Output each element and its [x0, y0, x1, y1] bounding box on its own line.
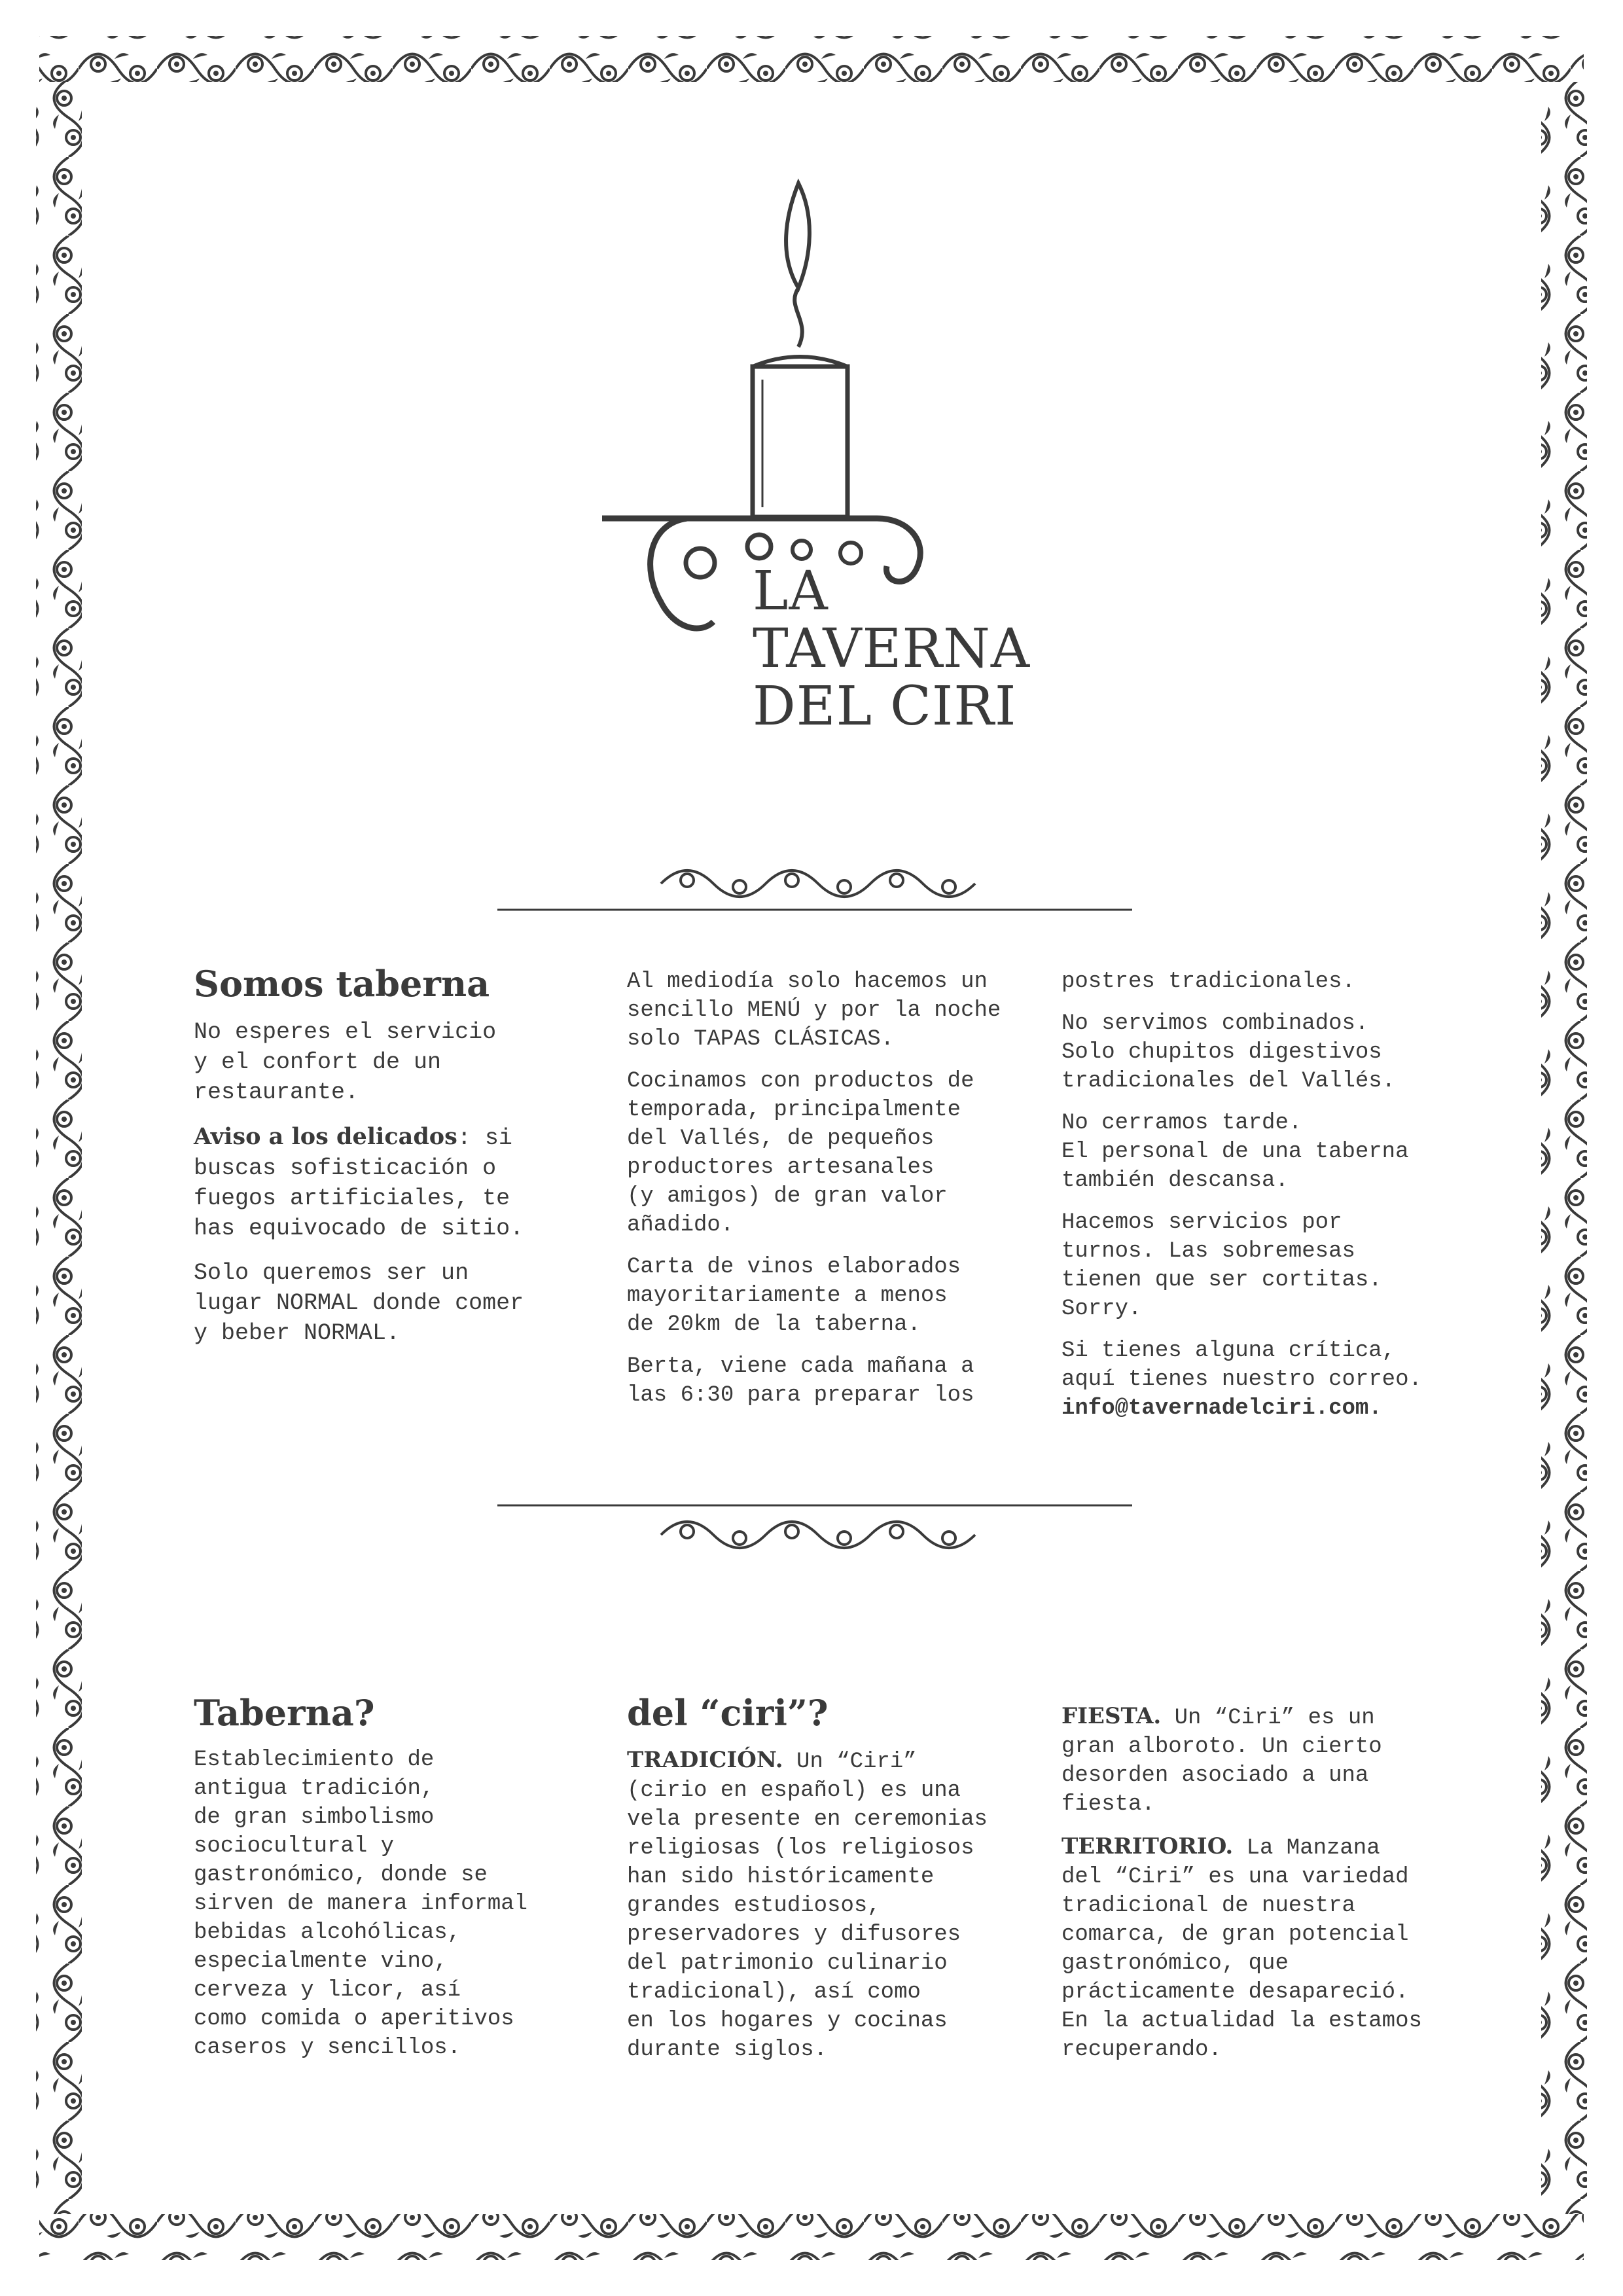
col1-p2-bold: Aviso a los delicados [194, 1123, 457, 1150]
col6-p1-rest: Un “Ciri” es un gran alboroto. Un cierto desorden asociado a una fiesta. [1061, 1706, 1382, 1817]
col3-p4: Hacemos servicios por turnos. Las sobremesas tienen que ser cortitas. Sorry. [1061, 1210, 1382, 1321]
brand-line-2: TAVERNA [753, 618, 1031, 680]
col2-p4: Berta, viene cada mañana a las 6:30 para preparar los [627, 1354, 974, 1408]
col5-p1-bold: TRADICIÓN. [627, 1747, 783, 1773]
column-fiesta-territorio [1061, 1702, 1480, 2077]
column-somos-taberna [194, 963, 586, 1363]
col3-p5: Si tienes alguna crítica, aquí tienes nuestro correo. [1061, 1338, 1422, 1392]
col6-p1-bold: FIESTA. [1061, 1703, 1162, 1729]
col3-p2: No servimos combinados. Solo chupitos digestivos tradicionales del Vallés. [1061, 1011, 1396, 1094]
column-taberna-definition [194, 1692, 586, 2075]
column-del-ciri [627, 1692, 1033, 2077]
brand-wordmark [753, 560, 1031, 738]
col6-p2-rest: La Manzana del “Ciri” es una variedad tradicional de nuestra comarca, de gran potencial gastronómico, que prácticamente desapareció. En la actualidad la estamos recuperando. [1061, 1836, 1422, 2062]
col2-p1: Al mediodía solo hacemos un sencillo MENÚ y por la noche solo TAPAS CLÁSICAS. [627, 969, 1001, 1052]
ornament-divider-top [497, 851, 1132, 923]
contact-email[interactable]: info@tavernadelciri.com. [1061, 1396, 1382, 1421]
col1-p1: No esperes el servicio y el confort de un restaurante. [194, 1019, 497, 1105]
column-rules [1061, 967, 1480, 1436]
col1-p2 [194, 1122, 586, 1244]
heading-taberna: Taberna? [194, 1692, 375, 1734]
col6-p2-bold: TERRITORIO. [1061, 1833, 1234, 1859]
col3-p1: postres tradicionales. [1061, 969, 1355, 994]
col1-p3: Solo queremos ser un lugar NORMAL donde comer y beber NORMAL. [194, 1260, 524, 1346]
col5-p1-rest: Un “Ciri” (cirio en español) es una vela presente en ceremonias religiosas (los religiosos han sido históricamente grandes estudiosos, preservadores y difusores del patrimonio culinario tradicional), así como en los hogares y cocinas durante siglos. [627, 1749, 988, 2062]
ornament-divider-bottom [497, 1496, 1132, 1568]
col2-p3: Carta de vinos elaborados mayoritariamente a menos de 20km de la taberna. [627, 1255, 961, 1337]
brand-line-1: LA [753, 560, 829, 622]
col6-p2 [1061, 1832, 1480, 2064]
heading-somos-taberna: Somos taberna [194, 963, 490, 1005]
column-menu [627, 967, 1033, 1423]
col2-p2: Cocinamos con productos de temporada, principalmente del Vallés, de pequeños productores artesanales (y amigos) de gran valor añadido. [627, 1069, 974, 1238]
col3-p3: No cerramos tarde. El personal de una taberna también descansa. [1061, 1111, 1409, 1193]
heading-del-ciri: del “ciri”? [627, 1692, 829, 1734]
brand-line-3: DEL CIRI [753, 675, 1017, 738]
col1-p2-rest: : si buscas sofisticación o fuegos artificiales, te has equivocado de sitio. [194, 1125, 524, 1242]
col6-p1 [1061, 1702, 1480, 1819]
col5-p1 [627, 1746, 1033, 2064]
col4-p1: Establecimiento de antigua tradición, de gran simbolismo sociocultural y gastronómico, donde se sirven de manera informal bebidas alcohólicas, especialmente vino, cerveza y licor, así como comida o aperitivos caseros y sencillos. [194, 1748, 528, 2060]
